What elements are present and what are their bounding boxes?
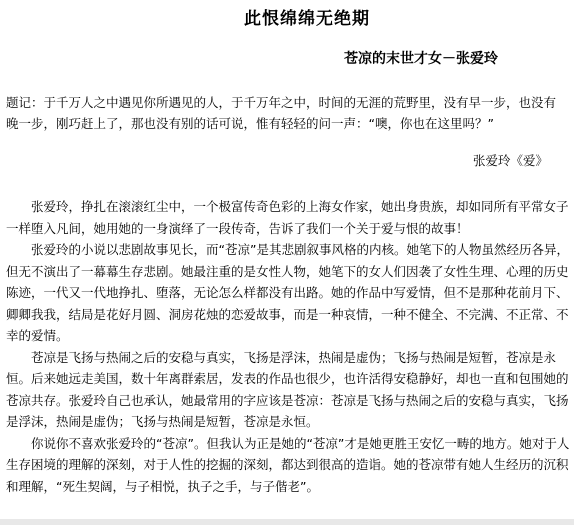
article-subtitle: 苍凉的末世才女－张爱玲 bbox=[344, 51, 498, 67]
window-bottom-edge bbox=[0, 519, 574, 525]
article-title: 此恨绵绵无绝期 bbox=[244, 9, 370, 29]
epigraph: 题记：于千万人之中遇见你所遇见的人，于千万年之中，时间的无涯的荒野里，没有早一步，也没有晚一步，刚巧赶上了，那也没有别的话可说，惟有轻轻的问一声：“噢，你也在这里吗？” bbox=[6, 95, 557, 131]
article-body bbox=[6, 196, 570, 497]
epigraph-source: 张爱玲《爱》 bbox=[472, 153, 548, 168]
paragraph: 张爱玲的小说以悲剧故事见长，而“苍凉”是其悲剧叙事风格的内核。她笔下的人物虽然经历各异，但无不演出了一幕幕生存悲剧。她最注重的是女性人物，她笔下的女人们因袭了女性生理、心理的历史陈迹，一代又一代地挣扎、堕落，无论怎么样都没有出路。她的作品中写爱情，但不是那种花前月下、卿卿我我，结局是花好月圆、洞房花烛的恋爱故事，而是一种哀情，一种不健全、不完满、不正常、不幸的爱情。 bbox=[6, 242, 569, 343]
paragraph: 张爱玲，挣扎在滚滚红尘中，一个极富传奇色彩的上海女作家，她出身贵族，却如同所有平常女子一样堕入凡间，她用她的一身演绎了一段传奇，告诉了我们一个关于爱与恨的故事！ bbox=[6, 199, 569, 236]
paragraph: 你说你不喜欢张爱玲的“苍凉”。但我认为正是她的“苍凉”才是她更胜王安忆一畴的地方。她对于人生存困境的理解的深刻，对于人性的挖掘的深刻，都达到很高的造诣。她的苍凉带有她人生经历的沉积和理解，“死生契阔，与子相悦，执子之手，与子偕老”。 bbox=[6, 435, 570, 494]
paragraph: 苍凉是飞扬与热闹之后的安稳与真实，飞扬是浮沫，热闹是虚伪；飞扬与热闹是短暂，苍凉是永恒。后来她远走美国，数十年离群索居，发表的作品也很少，也许活得安稳静好，却也一直和包围她的苍凉共存。张爱玲自己也承认，她最常用的字应该是苍凉：苍凉是飞扬与热闹之后的安稳与真实，飞扬是浮沫，热闹是虚伪；飞扬与热闹是短暂，苍凉是永恒。 bbox=[6, 349, 569, 429]
